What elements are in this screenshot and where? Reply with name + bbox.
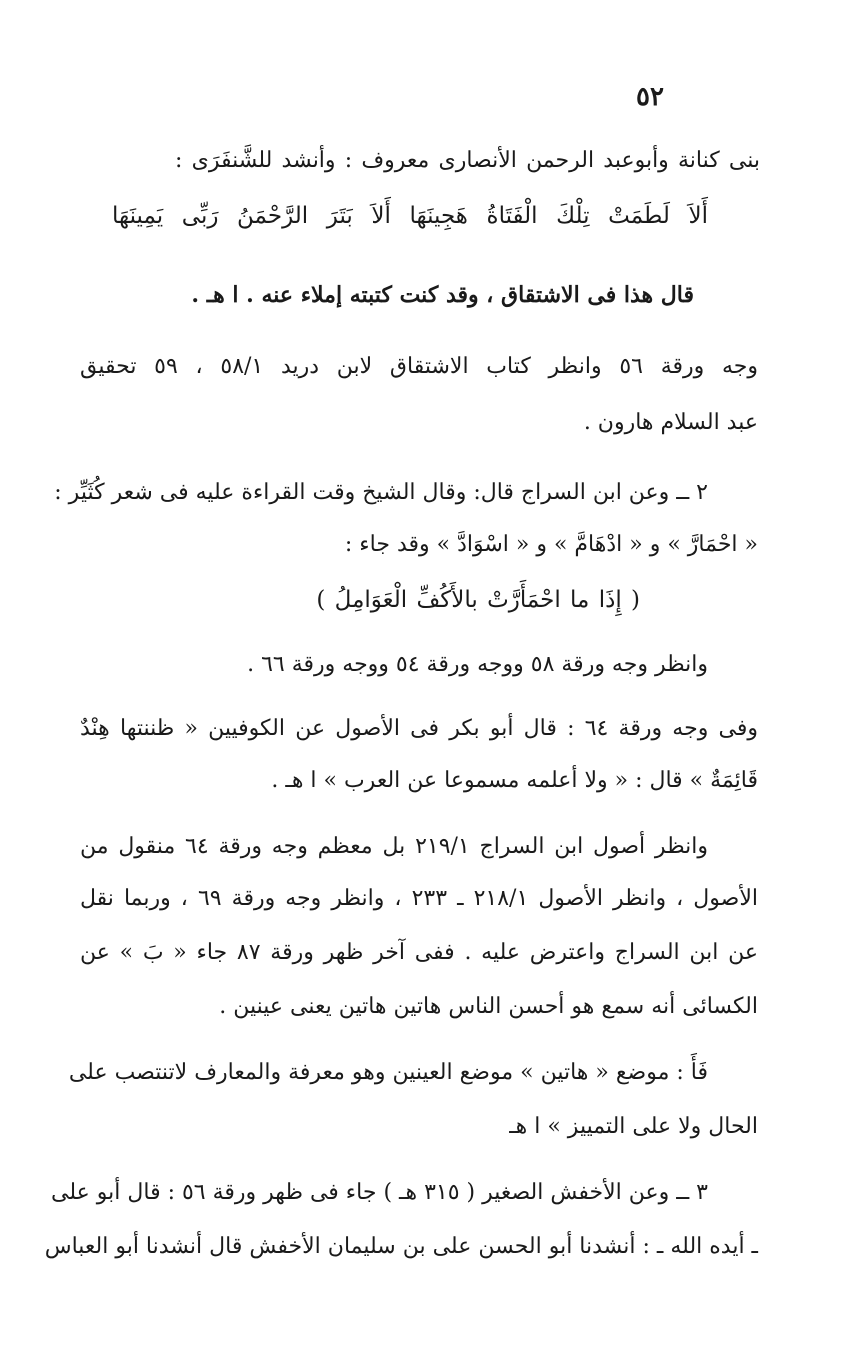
text-line-1: بنى كنانة وأبوعبد الرحمن الأنصارى معروف : وأنشد للشَّنفَرَى : (175, 148, 760, 173)
verse-line-1: أَلاَ لَطَمَتْ تِلْكَ الْفَتَاةُ هَجِينَهَا أَلاَ بَتَرَ الرَّحْمَنُ رَبِّى يَمِينَهَا (112, 203, 708, 229)
text-line-7: وانظر وجه ورقة ٥٨ ووجه ورقة ٥٤ ووجه ورقة ٦٦ . (247, 652, 708, 677)
text-line-16: ٣ ــ وعن الأخفش الصغير ( ٣١٥ هـ ) جاء فى ظهر ورقة ٥٦ : قال أبو على (51, 1180, 708, 1205)
verse-line-2: ( إِذَا ما احْمَأَرَّتْ بالأَكُفِّ الْعَوَامِلُ ) (316, 587, 640, 613)
text-line-4: عبد السلام هارون . (583, 410, 758, 435)
text-line-12: عن ابن السراج واعترض عليه . ففى آخر ظهر ورقة ٨٧ جاء « بَ » عن (80, 940, 758, 965)
text-line-14: فَأَ : موضع « هاتين » موضع العينين وهو معرفة والمعارف لاتنتصب على (68, 1060, 708, 1085)
text-line-2: قال هذا فى الاشتقاق ، وقد كنت كتبته إملاء عنه . ا هـ . (191, 282, 694, 308)
text-line-5: ٢ ــ وعن ابن السراج قال: وقال الشيخ وقت القراءة عليه فى شعر كُثَيِّر : (54, 480, 708, 505)
text-line-17: ـ أيده الله ـ : أنشدنا أبو الحسن على بن سليمان الأخفش قال أنشدنا أبو العباس (44, 1234, 758, 1259)
text-line-10: وانظر أصول ابن السراج ٢١٩/١ بل معظم وجه ورقة ٦٤ منقول من (80, 834, 708, 859)
text-line-6: « احْمَارَّ » و « ادْهَامَّ » و « اسْوَادَّ » وقد جاء : (344, 532, 758, 557)
text-line-13: الكسائى أنه سمع هو أحسن الناس هاتين هاتين يعنى عينين . (219, 994, 758, 1019)
text-line-15: الحال ولا على التمييز » ا هـ (509, 1114, 758, 1139)
page-number: ٥٢ (636, 82, 664, 112)
text-line-11: الأصول ، وانظر الأصول ٢١٨/١ ـ ٢٣٣ ، وانظر وجه ورقة ٦٩ ، وربما نقل (80, 886, 758, 911)
text-line-3: وجه ورقة ٥٦ وانظر كتاب الاشتقاق لابن دريد ٥٨/١ ، ٥٩ تحقيق (80, 354, 758, 379)
text-line-9: قَائِمَةٌ » قال : « ولا أعلمه مسموعا عن العرب » ا هـ . (271, 768, 758, 793)
text-line-8: وفى وجه ورقة ٦٤ : قال أبو بكر فى الأصول عن الكوفيين « ظننتها هِنْدٌ (80, 716, 758, 741)
